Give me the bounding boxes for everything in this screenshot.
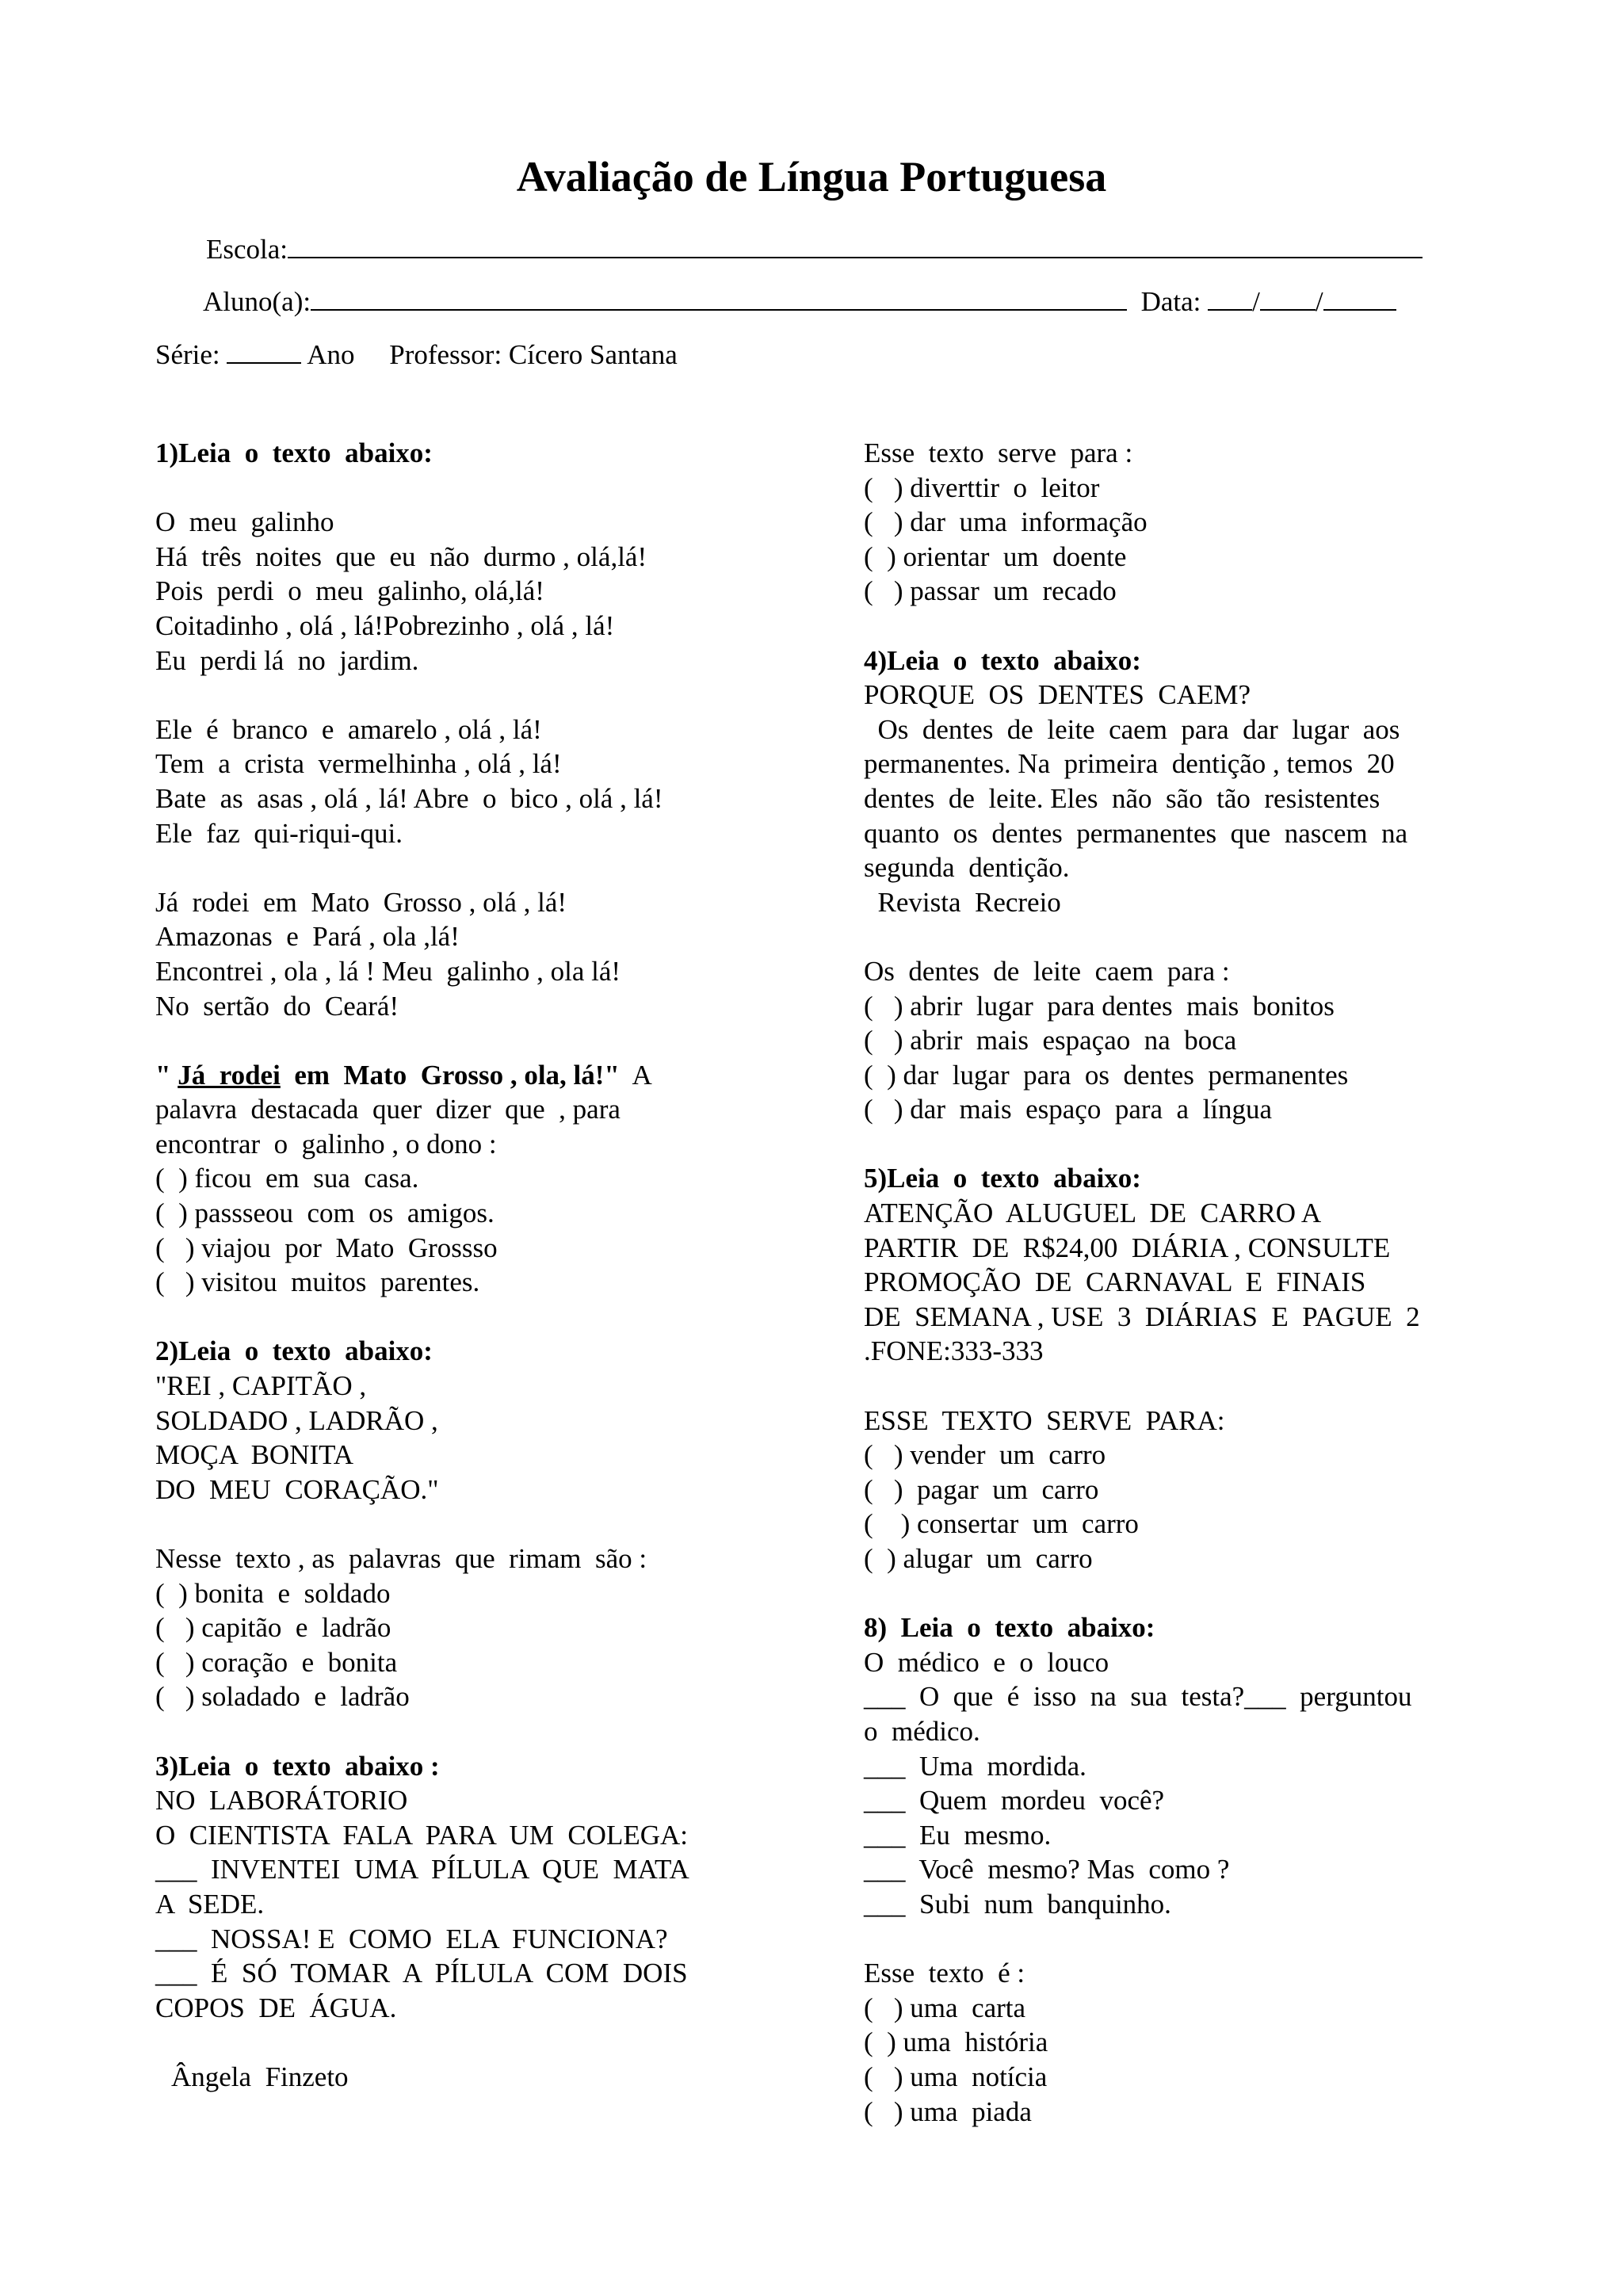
q2-option-a[interactable]: ( ) bonita e soldado [155, 1577, 391, 1609]
q8-option-a[interactable]: ( ) uma carta [864, 1992, 1026, 2023]
q4-text-line: dentes de leite. Eles não são tão resistentes [864, 782, 1381, 814]
poem-line [155, 678, 742, 712]
series-field [155, 335, 678, 374]
poem-line: Bate as asas , olá , lá! Abre o bico , olá , lá! [155, 782, 663, 814]
q8-option-d[interactable]: ( ) uma piada [864, 2095, 1032, 2127]
q2-option-b[interactable]: ( ) capitão e ladrão [155, 1612, 391, 1644]
q5-title: 5)Leia o texto abaixo: [864, 1163, 1141, 1194]
series-label: Série: [155, 339, 220, 370]
school-field [206, 230, 1423, 269]
year-label: Ano [307, 339, 355, 370]
quote-tail: A [619, 1059, 652, 1091]
q1-option-a[interactable]: ( ) ficou em sua casa. [155, 1163, 419, 1194]
q3-option-c[interactable]: ( ) orientar um doente [864, 541, 1127, 572]
q3-text-line: NO LABORÁTORIO [155, 1785, 408, 1817]
poem-line: Coitadinho , olá , lá!Pobrezinho , olá , lá! [155, 609, 615, 641]
quote-rest: em Mato Grosso , ola, lá!" [280, 1059, 620, 1091]
series-blank[interactable] [227, 335, 301, 364]
student-blank[interactable] [311, 282, 1127, 311]
q2-option-c[interactable]: ( ) coração e bonita [155, 1646, 398, 1678]
q2-option-d[interactable]: ( ) soladado e ladrão [155, 1681, 410, 1713]
q2-text-line: MOÇA BONITA [155, 1439, 353, 1471]
school-label: Escola: [206, 234, 288, 265]
q4-option-b[interactable]: ( ) abrir mais espaçao na boca [864, 1025, 1237, 1056]
q8-stem: Esse texto é : [864, 1958, 1025, 1989]
q8-text-line: ___ Uma mordida. [864, 1750, 1086, 1782]
q5-text-line: PROMOÇÃO DE CARNAVAL E FINAIS [864, 1266, 1366, 1298]
q3-option-d[interactable]: ( ) passar um recado [864, 575, 1117, 607]
page-title: Avaliação de Língua Portuguesa [516, 153, 1107, 201]
q2-text-line: SOLDADO , LADRÃO , [155, 1404, 438, 1436]
q3-text-line: ___ INVENTEI UMA PÍLULA QUE MATA [155, 1854, 689, 1885]
q5-text-line: PARTIR DE R$24,00 DIÁRIA , CONSULTE [864, 1232, 1391, 1263]
q4-text-line: permanentes. Na primeira dentição , temos 20 [864, 748, 1395, 780]
student-field: Aluno(a): Data: / / [203, 282, 1396, 321]
date-label: Data: [1140, 286, 1201, 317]
q8-text-line: ___ O que é isso na sua testa?___ perguntou [864, 1681, 1412, 1713]
date-month-blank[interactable] [1260, 282, 1316, 311]
poem-line: Encontrei , ola , lá ! Meu galinho , ola lá! [155, 955, 621, 987]
q8-text-line: o médico. [864, 1715, 980, 1747]
q8-option-c[interactable]: ( ) uma notícia [864, 2061, 1048, 2092]
q4-text-line: segunda dentição. [864, 852, 1070, 884]
q4-option-c[interactable]: ( ) dar lugar para os dentes permanentes [864, 1059, 1349, 1091]
q4-title: 4)Leia o texto abaixo: [864, 644, 1141, 676]
q5-option-a[interactable]: ( ) vender um carro [864, 1439, 1106, 1471]
q5-text-line: ATENÇÃO ALUGUEL DE CARRO A [864, 1198, 1322, 1229]
q3-text-line: O CIENTISTA FALA PARA UM COLEGA: [155, 1819, 688, 1851]
poem-line: O meu galinho [155, 506, 334, 538]
q2-text-line: "REI , CAPITÃO , [155, 1370, 367, 1402]
q5-option-b[interactable]: ( ) pagar um carro [864, 1473, 1099, 1505]
q2-stem: Nesse texto , as palavras que rimam são : [155, 1543, 647, 1574]
q4-source: Revista Recreio [864, 886, 1061, 918]
quote-open: " [155, 1059, 178, 1091]
poem-line: Ele é branco e amarelo , olá , lá! [155, 713, 542, 745]
q3-text-line: A SEDE. [155, 1888, 265, 1920]
q1-stem-line: palavra destacada quer dizer que , para [155, 1094, 621, 1125]
q1-stem-line: encontrar o galinho , o dono : [155, 1128, 497, 1159]
q1-option-c[interactable]: ( ) viajou por Mato Grossso [155, 1232, 498, 1263]
q3-option-b[interactable]: ( ) dar uma informação [864, 506, 1148, 538]
q3-text-line: ___ É SÓ TOMAR A PÍLULA COM DOIS [155, 1958, 688, 1989]
q8-text-line: ___ Você mesmo? Mas como ? [864, 1854, 1230, 1885]
q4-option-a[interactable]: ( ) abrir lugar para dentes mais bonitos [864, 990, 1335, 1022]
q3-author: Ângela Finzeto [171, 2061, 349, 2092]
q5-option-c[interactable]: ( ) consertar um carro [864, 1508, 1139, 1540]
q8-text-line: ___ Eu mesmo. [864, 1819, 1052, 1851]
q5-text-line: .FONE:333-333 [864, 1335, 1044, 1367]
poem-line [155, 850, 742, 885]
q3-text-line: COPOS DE ÁGUA. [155, 1992, 397, 2023]
poem-line: No sertão do Ceará! [155, 990, 399, 1022]
left-column [155, 436, 742, 2095]
q1-quote [155, 1058, 742, 1093]
q5-option-d[interactable]: ( ) alugar um carro [864, 1543, 1093, 1574]
date-day-blank[interactable] [1208, 282, 1252, 311]
q8-title: 8) Leia o texto abaixo: [864, 1612, 1155, 1644]
school-blank[interactable] [288, 230, 1423, 258]
q3-option-a[interactable]: ( ) diverttir o leitor [864, 472, 1100, 503]
q8-option-b[interactable]: ( ) uma história [864, 2027, 1048, 2058]
q4-text-line: PORQUE OS DENTES CAEM? [864, 679, 1251, 711]
q1-title: 1)Leia o texto abaixo: [155, 437, 433, 468]
q3-stem: Esse texto serve para : [864, 437, 1133, 468]
quote-highlight: Já rodei [178, 1059, 281, 1091]
q2-title: 2)Leia o texto abaixo: [155, 1335, 433, 1367]
q1-option-d[interactable]: ( ) visitou muitos parentes. [155, 1266, 480, 1298]
q8-text-line: ___ Subi num banquinho. [864, 1888, 1171, 1920]
q8-text-line: ___ Quem mordeu você? [864, 1785, 1165, 1817]
poem-line: Ele faz qui-riqui-qui. [155, 817, 403, 849]
date-year-blank[interactable] [1323, 282, 1396, 311]
poem-line: Tem a crista vermelhinha , olá , lá! [155, 748, 562, 780]
q1-poem [155, 505, 742, 1023]
q4-stem: Os dentes de leite caem para : [864, 955, 1230, 987]
teacher-label: Professor: Cícero Santana [389, 339, 678, 370]
q4-text-line: Os dentes de leite caem para dar lugar aos [864, 713, 1400, 745]
poem-line: Eu perdi lá no jardim. [155, 644, 419, 676]
q1-option-b[interactable]: ( ) passseou com os amigos. [155, 1198, 495, 1229]
q2-text-line: DO MEU CORAÇÃO." [155, 1473, 439, 1505]
poem-line: Já rodei em Mato Grosso , olá , lá! [155, 886, 567, 918]
q8-text-line: O médico e o louco [864, 1646, 1109, 1678]
q5-stem: ESSE TEXTO SERVE PARA: [864, 1404, 1225, 1436]
q3-text-line: ___ NOSSA! E COMO ELA FUNCIONA? [155, 1923, 668, 1954]
poem-line: Amazonas e Pará , ola ,lá! [155, 921, 460, 953]
poem-line: Pois perdi o meu galinho, olá,lá! [155, 575, 544, 607]
q4-option-d[interactable]: ( ) dar mais espaço para a língua [864, 1094, 1273, 1125]
student-label: Aluno(a): [203, 286, 311, 317]
poem-line: Há três noites que eu não durmo , olá,lá! [155, 541, 647, 572]
q5-text-line: DE SEMANA , USE 3 DIÁRIAS E PAGUE 2 [864, 1301, 1420, 1332]
q3-title: 3)Leia o texto abaixo : [155, 1750, 440, 1782]
right-column [864, 436, 1482, 2129]
q4-text-line: quanto os dentes permanentes que nascem na [864, 817, 1408, 849]
